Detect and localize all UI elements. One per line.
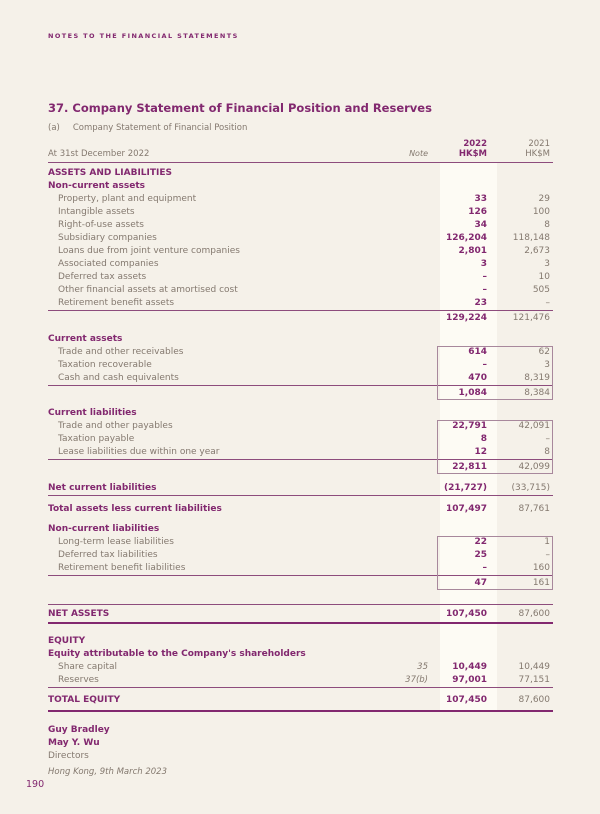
- table-row: [48, 258, 553, 271]
- value-2022: 126: [468, 207, 487, 217]
- value-2022: 97,001: [452, 675, 487, 685]
- unit-2022: HK$M: [458, 149, 487, 159]
- heading-label: ASSETS AND LIABILITIES: [48, 168, 172, 178]
- value-2021: 2,673: [524, 246, 550, 256]
- value-2022: 8: [480, 434, 487, 444]
- non-current-liabilities-section: [48, 523, 553, 590]
- value-2021: 29: [538, 194, 550, 204]
- value-2022: –: [482, 563, 487, 573]
- table-row: [48, 219, 553, 232]
- subtotal-non-current-assets: [48, 310, 553, 325]
- current-liabilities-section: [48, 407, 553, 474]
- row-note-reference: 35: [417, 662, 428, 672]
- table-row: [48, 536, 553, 549]
- row-label: Cash and cash equivalents: [58, 373, 179, 383]
- table-row: [48, 284, 553, 297]
- table-row: [48, 193, 553, 206]
- value-2022: 22,791: [452, 421, 487, 431]
- value-2022: 107,450: [446, 609, 487, 619]
- value-2022: 3: [480, 259, 487, 269]
- value-2021: (33,715): [511, 483, 550, 493]
- table-row: [48, 346, 553, 359]
- row-label: Net current liabilities: [48, 483, 157, 493]
- subsection-title: Company Statement of Financial Position: [72, 123, 248, 133]
- value-2022: 614: [468, 347, 487, 357]
- value-2021: 3: [544, 360, 550, 370]
- row-label: Trade and other receivables: [58, 347, 184, 357]
- row-label: Long-term lease liabilities: [58, 537, 174, 547]
- unit-2021: HK$M: [525, 149, 550, 159]
- row-label: NET ASSETS: [48, 609, 110, 619]
- heading-non-current-liabilities: [48, 523, 553, 536]
- heading-label: Non-current assets: [48, 181, 145, 191]
- value-2021: –: [545, 550, 550, 560]
- value-2022: 129,224: [446, 313, 487, 323]
- subsection-label: (a): [48, 123, 60, 133]
- value-2021: 77,151: [518, 675, 550, 685]
- heading-label: Non-current liabilities: [48, 524, 160, 534]
- subtotal-current-assets: [48, 385, 553, 400]
- value-2021: 10,449: [518, 662, 550, 672]
- year-2021: 2021: [528, 139, 550, 149]
- table-row: [48, 661, 553, 674]
- current-assets-values: [48, 346, 553, 400]
- row-label: Deferred tax assets: [58, 272, 147, 282]
- heading-current-assets: [48, 333, 553, 346]
- non-current-liabilities-values: [48, 536, 553, 590]
- value-2021: 10: [538, 272, 550, 282]
- row-note-reference: 37(b): [405, 675, 428, 685]
- note-column-header: Note: [409, 149, 428, 158]
- row-label: Retirement benefit assets: [58, 298, 175, 308]
- value-2022: (21,727): [444, 483, 487, 493]
- value-2022: 22,811: [452, 462, 487, 472]
- value-2022: 470: [468, 373, 487, 383]
- row-label: Deferred tax liabilities: [58, 550, 158, 560]
- table-row: [48, 232, 553, 245]
- value-2021: 8,384: [524, 388, 550, 398]
- heading-equity-attributable: [48, 648, 553, 661]
- signatory-name: May Y. Wu: [48, 738, 100, 748]
- non-current-assets-section: [48, 180, 553, 325]
- value-2022: 2,801: [458, 246, 487, 256]
- signatory-role: Directors: [48, 751, 89, 761]
- heading-equity: [48, 635, 553, 648]
- row-label: Right-of-use assets: [58, 220, 144, 230]
- value-2021: 8,319: [524, 373, 550, 383]
- row-label: Taxation payable: [58, 434, 135, 444]
- value-2021: 42,091: [518, 421, 550, 431]
- heading-label: Equity attributable to the Company's shareholders: [48, 649, 306, 659]
- net-current-liabilities-row: [48, 481, 553, 496]
- value-2021: 100: [532, 207, 550, 217]
- value-2021: 121,476: [512, 313, 550, 323]
- current-liabilities-values: [48, 420, 553, 474]
- signature-dateline: Hong Kong, 9th March 2023: [48, 767, 167, 777]
- value-2022: 107,450: [446, 695, 487, 705]
- row-label: Intangible assets: [58, 207, 135, 217]
- row-label: Share capital: [58, 662, 118, 672]
- value-2022: –: [482, 360, 487, 370]
- value-2021: 42,099: [518, 462, 550, 472]
- value-2021: 1: [544, 537, 550, 547]
- table-row: [48, 674, 553, 687]
- value-2022: 22: [474, 537, 487, 547]
- section-subtitle: [48, 123, 553, 134]
- row-label: Taxation recoverable: [58, 360, 152, 370]
- value-2022: 126,204: [446, 233, 487, 243]
- table-row: [48, 446, 553, 459]
- heading-current-liabilities: [48, 407, 553, 420]
- value-2021: 161: [532, 578, 550, 588]
- table-row: [48, 420, 553, 433]
- row-label: Other financial assets at amortised cost: [58, 285, 238, 295]
- value-2021: 3: [544, 259, 550, 269]
- table-row: [48, 359, 553, 372]
- running-header: NOTES TO THE FINANCIAL STATEMENTS: [48, 32, 239, 40]
- value-2021: 62: [538, 347, 550, 357]
- value-2022: 33: [474, 194, 487, 204]
- value-2022: 34: [474, 220, 487, 230]
- total-assets-less-current-liabilities-row: [48, 502, 553, 516]
- table-row: [48, 245, 553, 258]
- heading-label: Current liabilities: [48, 408, 137, 418]
- table-row: [48, 297, 553, 310]
- value-2022: 47: [474, 578, 487, 588]
- value-2022: –: [482, 272, 487, 282]
- heading-label: Current assets: [48, 334, 123, 344]
- table-row: [48, 372, 553, 385]
- value-2022: –: [482, 285, 487, 295]
- signature-block: [48, 724, 553, 778]
- value-2021: 118,148: [512, 233, 550, 243]
- year-2022: 2022: [463, 139, 487, 149]
- value-2022: 1,084: [458, 388, 487, 398]
- table-header-row: [48, 139, 553, 163]
- value-2022: 10,449: [452, 662, 487, 672]
- page-content: [48, 0, 553, 778]
- table-row: [48, 562, 553, 575]
- value-2022: 12: [474, 447, 487, 457]
- value-2021: 87,600: [518, 695, 550, 705]
- value-2021: 8: [544, 220, 550, 230]
- value-2021: 160: [532, 563, 550, 573]
- subtotal-non-current-liabilities: [48, 575, 553, 590]
- heading-assets-and-liabilities: [48, 167, 553, 180]
- heading-non-current-assets: [48, 180, 553, 193]
- value-2021: 505: [532, 285, 550, 295]
- column-header-2021: [497, 139, 553, 159]
- value-2021: 87,600: [518, 609, 550, 619]
- row-label: Retirement benefit liabilities: [58, 563, 186, 573]
- value-2021: 87,761: [518, 504, 550, 514]
- section-title: 37. Company Statement of Financial Position and Reserves: [48, 101, 432, 115]
- row-label: Trade and other payables: [58, 421, 173, 431]
- total-equity-row: [48, 688, 553, 712]
- value-2022: 107,497: [446, 504, 487, 514]
- page-number: 190: [26, 779, 45, 790]
- row-label: Reserves: [58, 675, 99, 685]
- value-2021: 8: [544, 447, 550, 457]
- row-label: Lease liabilities due within one year: [58, 447, 220, 457]
- table-row: [48, 271, 553, 284]
- row-label: Associated companies: [58, 259, 159, 269]
- value-2022: 23: [474, 298, 487, 308]
- signatory-name: Guy Bradley: [48, 725, 110, 735]
- row-label: TOTAL EQUITY: [48, 695, 121, 705]
- table-caption: At 31st December 2022: [48, 149, 150, 159]
- current-assets-section: [48, 333, 553, 400]
- table-row: [48, 549, 553, 562]
- row-label: Property, plant and equipment: [58, 194, 197, 204]
- row-label: Total assets less current liabilities: [48, 504, 222, 514]
- value-2021: –: [545, 434, 550, 444]
- row-label: Subsidiary companies: [58, 233, 157, 243]
- row-label: Loans due from joint venture companies: [58, 246, 240, 256]
- value-2022: 25: [474, 550, 487, 560]
- column-header-2022: [440, 139, 497, 159]
- value-2021: –: [545, 298, 550, 308]
- financial-position-table: [48, 139, 553, 712]
- equity-section: [48, 648, 553, 688]
- subtotal-current-liabilities: [48, 459, 553, 474]
- net-assets-row: [48, 604, 553, 624]
- table-row: [48, 206, 553, 219]
- table-row: [48, 433, 553, 446]
- heading-label: EQUITY: [48, 636, 86, 646]
